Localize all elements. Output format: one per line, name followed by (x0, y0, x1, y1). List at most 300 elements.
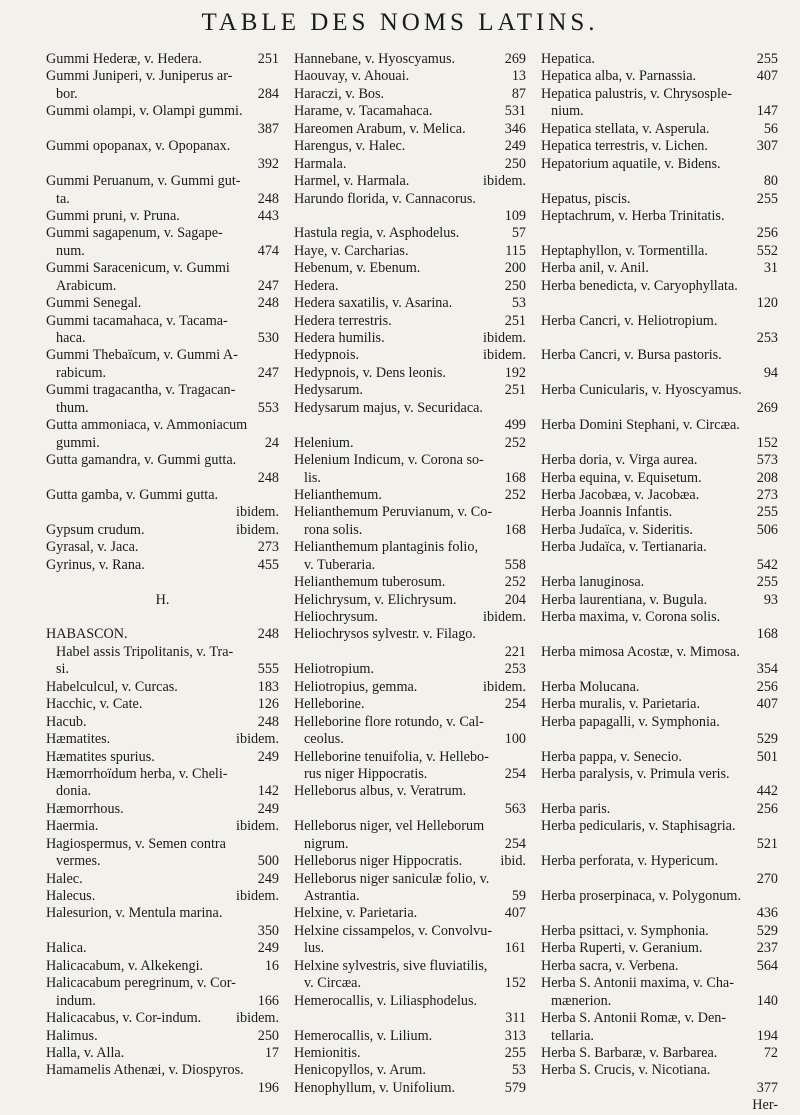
index-entry (294, 365, 526, 382)
entry-line (294, 86, 526, 103)
entry-line (46, 452, 279, 469)
page-reference: 250 (504, 277, 526, 294)
entry-line (541, 452, 778, 469)
entry-line (46, 626, 279, 643)
entry-line (294, 470, 526, 487)
entry-line (294, 522, 526, 539)
entry-line (294, 644, 526, 661)
entry-line (294, 853, 526, 870)
page-reference: 253 (756, 330, 778, 346)
index-entry (294, 923, 526, 958)
page-reference: 542 (756, 556, 778, 573)
page-reference: 87 (511, 85, 526, 102)
index-entry (46, 975, 279, 1010)
index-entry (541, 1045, 778, 1062)
entry-line (46, 260, 279, 277)
index-entry (541, 68, 778, 85)
entry-term: Hepatus, piscis. (541, 190, 631, 207)
entry-line (46, 539, 279, 556)
page-reference: ibidem. (483, 678, 526, 695)
index-entry (46, 714, 279, 731)
blank-line (46, 574, 279, 591)
entry-line (541, 871, 778, 888)
entry-line (46, 714, 279, 731)
entry-term: Heptachrum, v. Herba Trinitatis. (541, 207, 725, 224)
entry-term: Hedypnois. (294, 347, 360, 364)
entry-term: Hedypnois, v. Dens leonis. (294, 364, 446, 381)
entry-line (294, 801, 526, 818)
entry-line (541, 905, 778, 922)
entry-line (294, 68, 526, 85)
index-entry (541, 644, 778, 679)
index-entry (46, 801, 279, 818)
page-reference: 204 (504, 591, 526, 608)
entry-line (541, 801, 778, 818)
page-reference: 248 (257, 190, 279, 207)
index-entry (541, 208, 778, 243)
page-reference: 313 (504, 1027, 526, 1044)
entry-term: Herba Cancri, v. Heliotropium. (541, 312, 718, 329)
index-entry (294, 330, 526, 347)
entry-line (541, 609, 778, 626)
entry-term: Habel assis Tripolitanis, v. Tra- (56, 643, 234, 660)
entry-line (541, 382, 778, 399)
page-reference: 31 (763, 260, 778, 277)
entry-term: Gummi olampi, v. Olampi gummi. (46, 103, 243, 120)
index-entry (541, 86, 778, 121)
page-reference: 53 (511, 295, 526, 312)
index-entry (46, 208, 279, 225)
entry-line (294, 365, 526, 382)
entry-line (294, 557, 526, 574)
entry-term: Herba Cunicularis, v. Hyoscyamus. (541, 382, 742, 399)
page-reference: 140 (756, 992, 778, 1009)
page-reference: 501 (756, 748, 778, 765)
entry-term: Gummi sagapenum, v. Sagape- (46, 225, 223, 242)
page-reference: 558 (504, 556, 526, 573)
entry-line (541, 191, 778, 208)
entry-line (46, 504, 279, 521)
page-reference: 196 (257, 1079, 279, 1096)
index-entry (541, 382, 778, 417)
entry-line (46, 975, 279, 992)
entry-term: Herba lanuginosa. (541, 574, 645, 591)
page-reference: 251 (257, 51, 279, 67)
index-entry (46, 871, 279, 888)
entry-line (294, 382, 526, 399)
entry-term: Helxine cissampelos, v. Convolvu- (294, 922, 493, 939)
page-reference: 248 (257, 626, 279, 643)
page-reference: 152 (504, 975, 526, 992)
page-reference: 254 (504, 765, 526, 782)
entry-term: Herba perforata, v. Hypericum. (541, 853, 719, 870)
entry-line (294, 487, 526, 504)
index-entry (46, 644, 279, 679)
entry-term: Halicacabus, v. Cor-indum. (46, 1010, 202, 1027)
page-reference: 147 (756, 103, 778, 120)
entry-line (46, 696, 279, 713)
entry-line (294, 539, 526, 556)
page-reference: 474 (257, 242, 279, 259)
entry-term: Hepatorium aquatile, v. Bidens. (541, 155, 721, 172)
entry-line (541, 138, 778, 155)
index-entry (46, 487, 279, 522)
page-reference: 256 (756, 800, 778, 817)
entry-line (541, 68, 778, 85)
entry-term: Hedera terrestris. (294, 312, 392, 329)
index-entry (541, 853, 778, 888)
page-reference: 93 (763, 591, 778, 608)
entry-line (541, 225, 778, 242)
entry-term: Herba S. Crucis, v. Nicotiana. (541, 1062, 711, 1079)
entry-line (294, 714, 526, 731)
entry-term: Herba equina, v. Equisetum. (541, 469, 702, 486)
page-reference: 248 (257, 469, 279, 486)
entry-line (294, 103, 526, 120)
entry-term: Helianthemum tuberosum. (294, 574, 446, 591)
index-entry (294, 487, 526, 504)
entry-term: Haye, v. Carcharias. (294, 242, 409, 259)
entry-term: Hepatica stellata, v. Asperula. (541, 120, 710, 137)
index-entry (541, 522, 778, 539)
entry-term: Gyrinus, v. Rana. (46, 556, 145, 573)
page-reference: 269 (756, 399, 778, 416)
entry-term: Herba S. Antonii Romæ, v. Den- (541, 1010, 727, 1027)
entry-line (294, 993, 526, 1010)
entry-line (541, 923, 778, 940)
page-reference: 115 (505, 242, 526, 259)
entry-line (294, 871, 526, 888)
entry-term: si. (56, 661, 70, 678)
entry-term: nium. (551, 103, 584, 120)
page-reference: 24 (264, 434, 279, 451)
page-reference: ibidem. (483, 173, 526, 190)
index-entry (541, 243, 778, 260)
entry-line (541, 696, 778, 713)
index-entry (541, 539, 778, 574)
index-entry (46, 1028, 279, 1045)
index-entry (294, 347, 526, 364)
entry-term: thum. (56, 399, 89, 416)
index-entry (541, 1010, 778, 1045)
entry-line (46, 156, 279, 173)
entry-term: Harmala. (294, 155, 347, 172)
index-column-right (541, 51, 778, 1115)
page-reference: 248 (257, 295, 279, 312)
index-entry (46, 557, 279, 574)
page-reference: 57 (511, 225, 526, 242)
index-entry (541, 592, 778, 609)
entry-term: Astrantia. (304, 888, 360, 904)
index-entry (541, 679, 778, 696)
entry-line (294, 156, 526, 173)
entry-term: Herba paralysis, v. Primula veris. (541, 765, 730, 782)
page-reference: 273 (257, 539, 279, 556)
entry-line (46, 365, 279, 382)
page-reference: 249 (257, 800, 279, 817)
index-column-left (46, 51, 279, 1097)
page-reference: 255 (756, 51, 778, 67)
page-reference: 529 (756, 731, 778, 748)
entry-term: Halica. (46, 940, 87, 957)
entry-line (541, 278, 778, 295)
index-entry (46, 260, 279, 295)
page-reference: 249 (504, 138, 526, 155)
index-entry (46, 749, 279, 766)
entry-line (541, 993, 778, 1010)
page-reference: 53 (511, 1062, 526, 1079)
entry-line (541, 958, 778, 975)
entry-term: Hamamelis Athenæi, v. Diospyros. (46, 1062, 244, 1079)
page-reference: 168 (504, 469, 526, 486)
entry-term: Heliochrysos sylvestr. v. Filago. (294, 626, 476, 643)
entry-term: Gutta gamandra, v. Gummi gutta. (46, 452, 237, 469)
entry-term: Herba maxima, v. Corona solis. (541, 609, 721, 625)
entry-term: ceolus. (304, 731, 344, 748)
entry-line (294, 243, 526, 260)
entry-line (541, 243, 778, 260)
page-reference: 94 (763, 364, 778, 381)
entry-line (541, 417, 778, 434)
entry-term: Hæmorrhous. (46, 800, 124, 817)
page-reference: ibidem. (483, 609, 526, 625)
entry-line (541, 1062, 778, 1079)
entry-term: Gummi tacamahaca, v. Tacama- (46, 312, 228, 329)
index-entry (294, 243, 526, 260)
index-entry (294, 679, 526, 696)
entry-line (541, 731, 778, 748)
entry-term: HABASCON. (46, 626, 128, 643)
entry-line (46, 1080, 279, 1097)
entry-term: Hæmorrhoïdum herba, v. Cheli- (46, 765, 228, 782)
page-reference: 255 (756, 574, 778, 591)
entry-term: Hacchic, v. Cate. (46, 696, 143, 713)
index-entry (46, 905, 279, 940)
index-entry (46, 940, 279, 957)
entry-term: Helichrysum, v. Elichrysum. (294, 591, 457, 608)
page-reference: 247 (257, 364, 279, 381)
index-entry (294, 609, 526, 626)
entry-term: Herba sacra, v. Verbena. (541, 957, 679, 974)
entry-term: Heptaphyllon, v. Tormentilla. (541, 242, 708, 259)
entry-term: Hæmatites. (46, 731, 111, 748)
entry-term: Gypsum crudum. (46, 521, 145, 538)
page-reference: 307 (756, 138, 778, 155)
index-entry (46, 138, 279, 173)
index-entry (294, 225, 526, 242)
page-reference: 161 (504, 940, 526, 957)
page-reference: 192 (504, 364, 526, 381)
entry-line (294, 836, 526, 853)
entry-term: Herba S. Barbaræ, v. Barbarea. (541, 1044, 718, 1061)
page-reference: 59 (511, 888, 526, 904)
page-reference: 166 (257, 992, 279, 1009)
entry-term: rus niger Hippocratis. (304, 765, 428, 782)
page-reference: 109 (504, 207, 526, 224)
entry-line (541, 574, 778, 591)
index-entry (294, 382, 526, 399)
index-entry (46, 68, 279, 103)
blank-line (46, 609, 279, 626)
entry-line (46, 382, 279, 399)
page-reference: 573 (756, 452, 778, 469)
entry-term: num. (56, 242, 85, 259)
index-entry (294, 1045, 526, 1062)
entry-term: mænerion. (551, 992, 612, 1009)
index-entry (541, 347, 778, 382)
entry-term: tellaria. (551, 1027, 594, 1044)
entry-line (541, 539, 778, 556)
entry-line (46, 313, 279, 330)
entry-term: Helxine sylvestris, sive fluviatilis, (294, 957, 488, 974)
entry-line (541, 626, 778, 643)
page-reference: 311 (505, 1010, 526, 1027)
entry-line (294, 1028, 526, 1045)
page-reference: ibidem. (236, 888, 279, 904)
page-reference: 552 (756, 242, 778, 259)
entry-term: Gummi Senegal. (46, 295, 142, 312)
index-entry (294, 696, 526, 713)
entry-term: Helianthemum. (294, 486, 382, 503)
entry-line (294, 400, 526, 417)
entry-line (541, 1028, 778, 1045)
index-entry (46, 1010, 279, 1027)
entry-term: nigrum. (304, 835, 349, 852)
entry-line (541, 888, 778, 905)
index-entry (294, 1028, 526, 1045)
page-reference: 521 (756, 835, 778, 852)
entry-line (294, 1080, 526, 1097)
index-entry (541, 801, 778, 818)
page-reference: 249 (257, 870, 279, 887)
entry-term: Henicopyllos, v. Arum. (294, 1062, 426, 1079)
entry-line (541, 644, 778, 661)
page-reference: 248 (257, 713, 279, 730)
index-entry (46, 1062, 279, 1097)
entry-line (294, 1062, 526, 1079)
entry-line (294, 435, 526, 452)
entry-term: Gummi pruni, v. Pruna. (46, 207, 180, 224)
entry-term: Gummi Juniperi, v. Juniperus ar- (46, 68, 233, 85)
entry-line (294, 696, 526, 713)
entry-line (294, 975, 526, 992)
page-reference: 407 (756, 696, 778, 713)
entry-term: Harundo florida, v. Cannacorus. (294, 190, 476, 207)
entry-term: Herba Domini Stephani, v. Circæa. (541, 417, 740, 434)
entry-term: Herba pedicularis, v. Staphisagria. (541, 818, 736, 835)
entry-term: Harame, v. Tacamahaca. (294, 103, 433, 120)
page-title: TABLE DES NOMS LATINS. (201, 9, 599, 36)
page-reference: 249 (257, 748, 279, 765)
entry-term: Herba muralis, v. Parietaria. (541, 696, 701, 713)
entry-line (46, 1045, 279, 1062)
page-reference: 252 (504, 486, 526, 503)
index-entry (294, 871, 526, 906)
entry-line (294, 679, 526, 696)
entry-line (294, 51, 526, 68)
page-reference: 194 (756, 1027, 778, 1044)
page-reference: 255 (756, 190, 778, 207)
entry-term: Helleborus niger saniculæ folio, v. (294, 870, 490, 887)
entry-term: Herba paris. (541, 800, 611, 817)
entry-term: Herba mimosa Acostæ, v. Mimosa. (541, 643, 740, 660)
entry-line (541, 156, 778, 173)
page-reference: 500 (257, 853, 279, 870)
index-entry (294, 138, 526, 155)
page-reference: 553 (257, 399, 279, 416)
entry-term: Hebenum, v. Ebenum. (294, 260, 421, 277)
index-entry (541, 191, 778, 208)
entry-line (46, 103, 279, 120)
entry-line (46, 557, 279, 574)
index-entry (541, 504, 778, 521)
entry-line (46, 295, 279, 312)
index-entry (294, 86, 526, 103)
page-reference: 407 (756, 68, 778, 85)
index-entry (46, 522, 279, 539)
page-reference: ibidem. (236, 504, 279, 521)
index-entry (294, 626, 526, 661)
entry-line (541, 51, 778, 68)
entry-line (294, 958, 526, 975)
page-reference: 269 (504, 51, 526, 67)
entry-line (46, 679, 279, 696)
entry-line (46, 731, 279, 748)
entry-term: Hedera humilis. (294, 330, 385, 346)
entry-term: Herba pappa, v. Senecio. (541, 748, 682, 765)
page-reference: 555 (257, 661, 279, 678)
index-entry (541, 940, 778, 957)
entry-term: H. (155, 591, 170, 608)
entry-term: Hepatica alba, v. Parnassia. (541, 68, 697, 85)
entry-term: Herba proserpinaca, v. Polygonum. (541, 888, 742, 904)
entry-term: Helenium Indicum, v. Corona so- (294, 452, 484, 469)
page-reference: 256 (756, 678, 778, 695)
entry-line (46, 400, 279, 417)
entry-line (294, 278, 526, 295)
entry-term: lis. (304, 469, 321, 486)
index-entry (294, 539, 526, 574)
entry-term: Hagiospermus, v. Semen contra (46, 835, 226, 852)
entry-line (541, 975, 778, 992)
page-reference: 252 (504, 574, 526, 591)
entry-line (46, 853, 279, 870)
index-entry (541, 156, 778, 191)
page-reference: ibidem. (236, 731, 279, 748)
entry-line (541, 400, 778, 417)
page-reference: 16 (264, 957, 279, 974)
page-reference: 126 (257, 696, 279, 713)
index-entry (294, 173, 526, 190)
entry-line (46, 1028, 279, 1045)
entry-term: Hannebane, v. Hyoscyamus. (294, 51, 456, 67)
page-reference: 254 (504, 696, 526, 713)
index-entry (294, 191, 526, 226)
page-reference: 270 (756, 870, 778, 887)
page-reference: 13 (511, 68, 526, 85)
entry-line (294, 330, 526, 347)
entry-term: Halicacabum, v. Alkekengi. (46, 957, 204, 974)
page-reference: 529 (756, 922, 778, 939)
entry-term: Gummi Saracenicum, v. Gummi (46, 260, 230, 277)
index-entry (46, 958, 279, 975)
entry-term: Herba Cancri, v. Bursa pastoris. (541, 347, 722, 364)
entry-line (294, 452, 526, 469)
entry-term: Hepatica terrestris, v. Lichen. (541, 138, 708, 155)
entry-line (46, 749, 279, 766)
index-entry (294, 749, 526, 784)
index-column-middle (294, 51, 526, 1097)
